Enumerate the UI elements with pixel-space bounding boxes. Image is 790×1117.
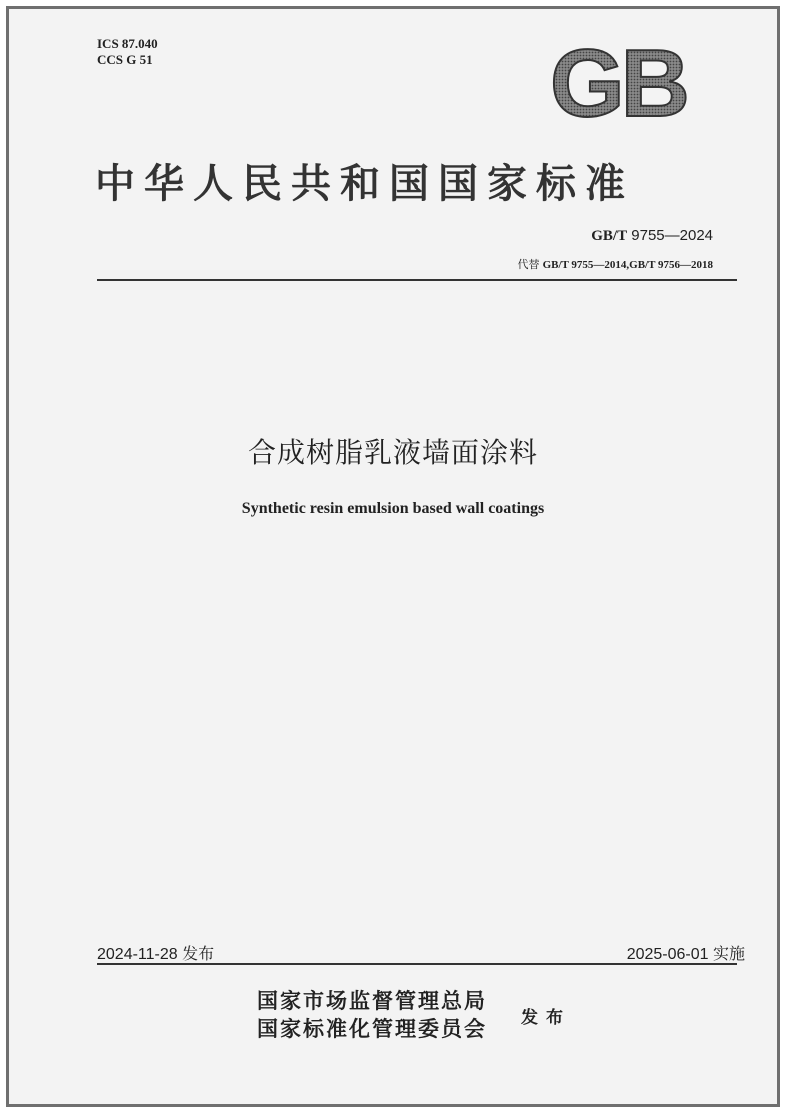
replaces-line: [518, 256, 714, 272]
standard-title-english: Synthetic resin emulsion based wall coatings: [241, 500, 545, 517]
gb-logo: [540, 42, 696, 122]
implementation-date: 2025-06-01 实施: [626, 946, 745, 963]
standard-code: 9755—2024: [627, 227, 713, 244]
replaces-label: 代替: [517, 259, 543, 271]
standard-prefix: GB/T: [591, 228, 628, 244]
issuing-authorities: [257, 987, 487, 1043]
replaced-standards: GB/T 9755—2014,GB/T 9756—2018: [542, 259, 713, 271]
footer-divider: [97, 963, 737, 965]
standard-cover-page: [6, 6, 780, 1107]
logo-letters: GB: [550, 42, 686, 122]
ics-code: ICS 87.040: [97, 36, 158, 51]
issuer-samr: 国家市场监督管理总局: [257, 989, 487, 1013]
issuer-sac: 国家标准化管理委员会: [257, 1017, 487, 1041]
national-standard-header: 中华人民共和国国家标准: [95, 160, 634, 207]
standard-number: [591, 227, 713, 245]
issue-word: 发布: [521, 1008, 571, 1028]
classification-codes: [97, 36, 158, 68]
standard-title-chinese: 合成树脂乳液墙面涂料: [247, 436, 538, 469]
issue-date: 2024-11-28 发布: [97, 946, 215, 963]
header-divider: [97, 279, 737, 281]
ccs-code: CCS G 51: [97, 52, 153, 67]
